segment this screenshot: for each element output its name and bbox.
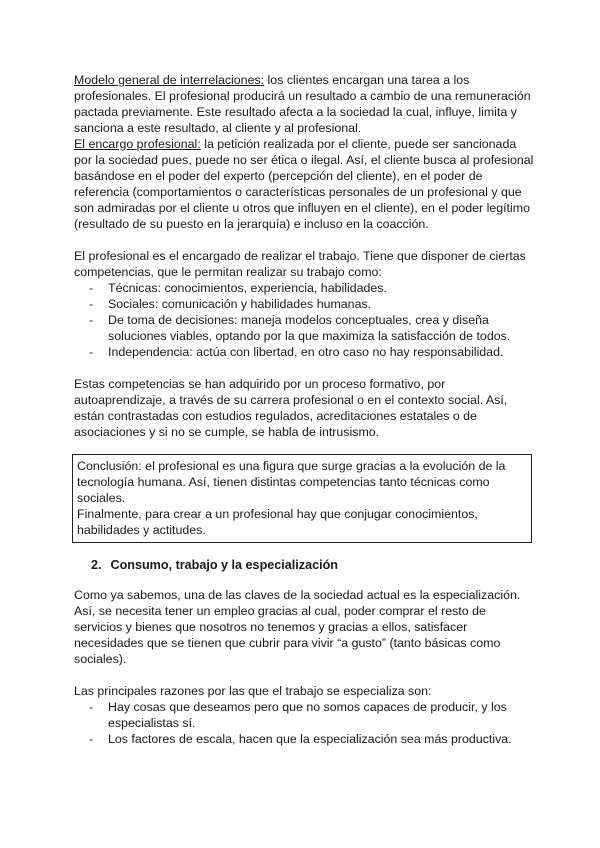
list-item: - Sociales: comunicación y habilidades humanas. [74, 296, 534, 312]
section-heading [91, 557, 534, 573]
conclusion-text: Conclusión: el profesional es una figura que surge gracias a la evolución de la tecnología humana. Así, tienen distintas competencias tanto técnicas como sociales. [77, 459, 506, 505]
section-number: 2. [91, 558, 102, 572]
term-encargo-profesional: El encargo profesional: [74, 137, 201, 151]
spacer [74, 667, 534, 683]
paragraph-especializacion: Como ya sabemos, una de las claves de la sociedad actual es la especialización. Así, se necesita tener un empleo gracias al cual, poder comprar el resto de servicios y bienes que nosotros no tenemos y gracias a ellos, satisfacer necesidades que se tienen que cubrir para vivir “a gusto” (tanto básicas como sociales). [74, 588, 521, 666]
list-item: - Técnicas: conocimientos, experiencia, habilidades. [74, 280, 534, 296]
document-body [74, 72, 534, 747]
competencias-list [74, 280, 534, 360]
conclusion-final-text: Finalmente, para crear a un profesional hay que conjugar conocimientos, habilidades y actitudes. [77, 507, 478, 537]
razones-list [74, 699, 534, 747]
paragraph-razones: Las principales razones por las que el trabajo se especializa son: [74, 684, 432, 698]
term-modelo-general: Modelo general de interrelaciones: [74, 73, 265, 87]
spacer [74, 232, 534, 248]
spacer [74, 573, 534, 587]
section-title: Consumo, trabajo y la especialización [110, 558, 338, 572]
paragraph-profesional: El profesional es el encargado de realizar el trabajo. Tiene que disponer de ciertas competencias, que le permitan realizar su trabajo como: [74, 249, 526, 279]
list-item: - Hay cosas que deseamos pero que no somos capaces de producir, y los especialistas sí. [74, 699, 534, 731]
paragraph-competencias: Estas competencias se han adquirido por un proceso formativo, por autoaprendizaje, a través de su carrera profesional o en el contexto social. Así, están contrastadas con estudios regulados, acreditaciones estatales o de asociaciones y si no se cumple, se habla de intrusismo. [74, 377, 508, 439]
spacer [74, 360, 534, 376]
paragraph-modelo-general [74, 72, 534, 136]
list-item: - De toma de decisiones: maneja modelos conceptuales, crea y diseña soluciones viables, optando por la que maximiza la satisfacción de todos. [74, 312, 534, 344]
list-item: - Los factores de escala, hacen que la especialización sea más productiva. [74, 731, 534, 747]
text-modelo-general: los clientes encargan una tarea a los profesionales. El profesional producirá un resultado a cambio de una remuneración pactada previamente. Este resultado afecta a la sociedad la cual, influye, limita y sanciona a este resultado, al cliente y al profesional. [74, 73, 531, 135]
conclusion-box [72, 454, 532, 543]
text-encargo-profesional: la petición realizada por el cliente, puede ser sancionada por la sociedad pues, puede no ser ética o ilegal. Así, el cliente busca al profesional basándose en el poder del experto (percepción del cliente), en el poder de referencia (comportamientos o características personales de un profesional y que son admiradas por el cliente u otros que influyen en el cliente), en el poder legítimo (resultado de su puesto en la jerarquía) e incluso en la coacción. [74, 137, 534, 231]
paragraph-encargo-profesional [74, 136, 534, 232]
list-item: - Independencia: actúa con libertad, en otro caso no hay responsabilidad. [74, 344, 534, 360]
